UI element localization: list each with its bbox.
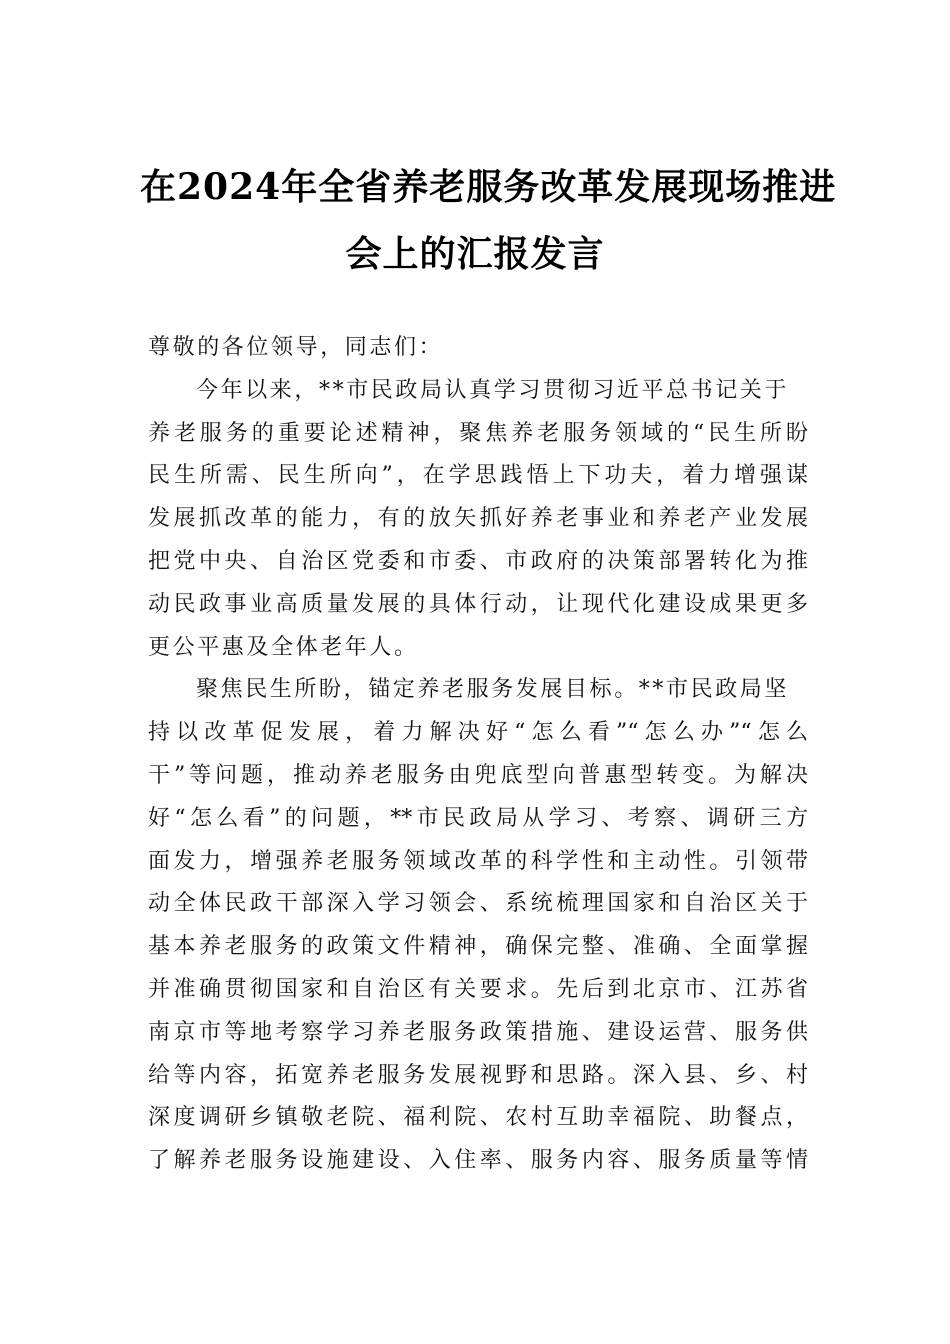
paragraph-line: 持以改革促发展，着力解决好“怎么看”“怎么办”“怎么 [148,720,808,746]
paragraph-line: 给等内容，拓宽养老服务发展视野和思路。深入县、乡、村 [148,1062,808,1088]
paragraph-line: 了解养老服务设施建设、入住率、服务内容、服务质量等情 [148,1148,808,1174]
paragraph-line: 面发力，增强养老服务领域改革的科学性和主动性。引领带 [148,848,808,874]
salutation: 尊敬的各位领导，同志们： [148,335,444,360]
paragraph-line: 发展抓改革的能力，有的放矢抓好养老事业和养老产业发展 [148,506,808,532]
paragraph-1 [148,370,808,670]
paragraph-2 [148,669,808,1183]
document-body [148,327,808,1183]
paragraph-line: 今年以来，**市民政局认真学习贯彻习近平总书记关于 [196,377,790,403]
paragraph-line: 更公平惠及全体老年人。 [148,634,419,660]
paragraph-line: 聚焦民生所盼，锚定养老服务发展目标。**市民政局坚 [196,677,790,703]
paragraph-line: 并准确贯彻国家和自治区有关要求。先后到北京市、江苏省 [148,976,808,1002]
paragraph-line: 动民政事业高质量发展的具体行动，让现代化建设成果更多 [148,591,808,617]
document-title-line-1: 在2024年全省养老服务改革发展现场推进 [140,166,837,208]
paragraph-line: 民生所需、民生所向”，在学思践悟上下功夫，着力增强谋 [148,463,808,489]
paragraph-line: 基本养老服务的政策文件精神，确保完整、准确、全面掌握 [148,934,808,960]
paragraph-line: 养老服务的重要论述精神，聚焦养老服务领域的“民生所盼 [148,420,808,446]
paragraph-line: 把党中央、自治区党委和市委、市政府的决策部署转化为推 [148,548,808,574]
paragraph-line: 动全体民政干部深入学习领会、系统梳理国家和自治区关于 [148,891,808,917]
document-title-line-2: 会上的汇报发言 [345,233,605,275]
paragraph-line: 好“怎么看”的问题，**市民政局从学习、考察、调研三方 [148,805,808,831]
paragraph-line: 南京市等地考察学习养老服务政策措施、建设运营、服务供 [148,1019,808,1045]
paragraph-line: 干”等问题，推动养老服务由兜底型向普惠型转变。为解决 [148,762,808,788]
paragraph-line: 深度调研乡镇敬老院、福利院、农村互助幸福院、助餐点， [148,1105,808,1131]
